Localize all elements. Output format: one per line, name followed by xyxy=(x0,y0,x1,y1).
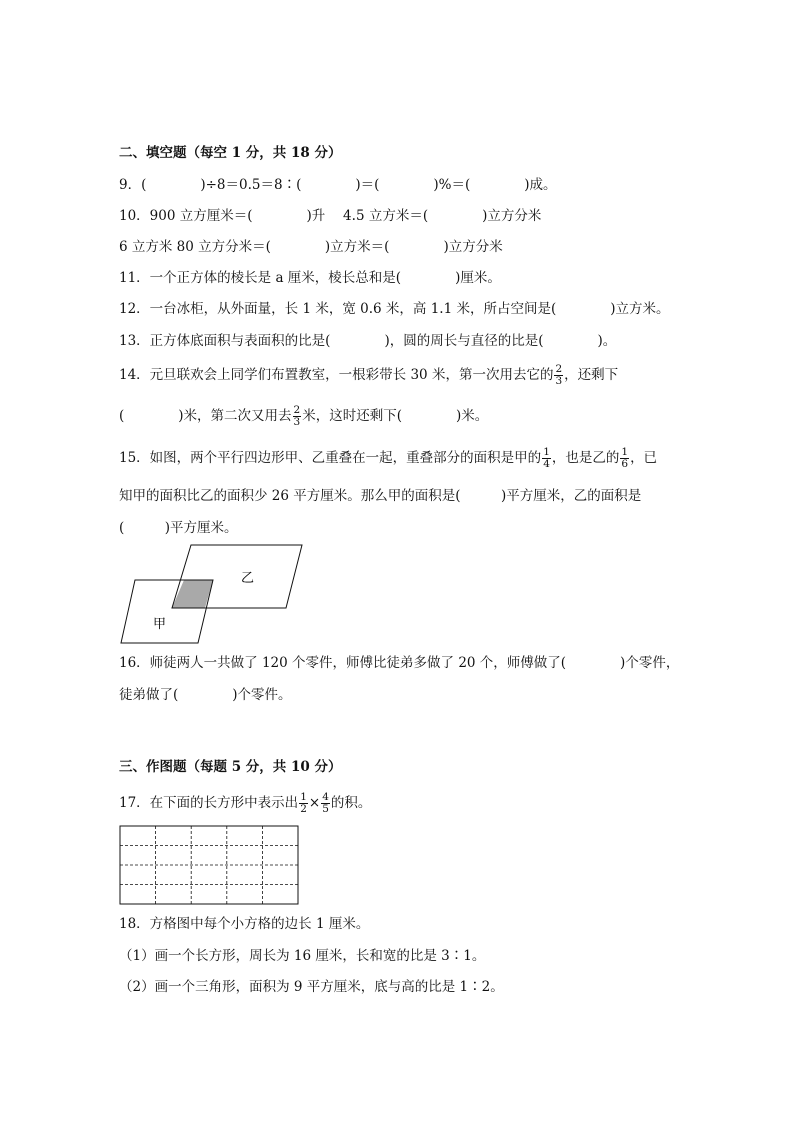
label-yi: 乙 xyxy=(241,571,255,586)
question-12: 12．一台冰柜，从外面量，长 1 米，宽 0.6 米，高 1.1 米，所占空间是( )立方米。 xyxy=(119,301,670,317)
fraction-numerator: 1 xyxy=(300,791,307,803)
question-16-line-1: 16．师徒两人一共做了 120 个零件，师傅比徒弟多做了 20 个，师傅做了( )个零件， xyxy=(119,655,680,671)
question-18-sub-1: （1）画一个长方形，周长为 16 厘米，长和宽的比是 3∶1。 xyxy=(119,948,486,964)
fraction-numerator: 1 xyxy=(543,446,550,458)
question-17-text-a: 17．在下面的长方形中表示出 xyxy=(119,795,299,812)
question-14-line-2 xyxy=(119,405,488,428)
fraction-numerator: 4 xyxy=(322,791,329,803)
section-heading-fill-blank: 二、填空题（每空 1 分，共 18 分） xyxy=(119,145,342,161)
fraction-one-half xyxy=(299,792,308,815)
times-sign: × xyxy=(308,795,321,812)
question-15-text-c: ，已 xyxy=(630,450,658,467)
fraction-two-thirds-2 xyxy=(293,405,302,428)
fraction-denominator: 3 xyxy=(555,375,563,388)
fraction-denominator: 5 xyxy=(322,803,329,816)
parallelogram-figure xyxy=(115,540,310,650)
question-18: 18．方格图中每个小方格的边长 1 厘米。 xyxy=(119,916,370,932)
question-11: 11．一个正方体的棱长是 a 厘米，棱长总和是( )厘米。 xyxy=(119,270,501,286)
fraction-one-quarter xyxy=(542,447,551,470)
fraction-denominator: 2 xyxy=(300,803,307,816)
question-15-line-1 xyxy=(119,447,657,470)
question-14-text-d: 米，这时还剩下( )米。 xyxy=(302,408,489,425)
fraction-denominator: 4 xyxy=(543,458,550,471)
question-17-text-b: 的积。 xyxy=(330,795,372,812)
fraction-numerator: 2 xyxy=(293,404,301,416)
question-15-text-b: ，也是乙的 xyxy=(551,450,620,467)
question-17 xyxy=(119,792,371,815)
question-14-text-a: 14．元旦联欢会上同学们布置教室，一根彩带长 30 米，第一次用去它的 xyxy=(119,367,554,384)
question-14-line-1 xyxy=(119,364,618,387)
fraction-numerator: 2 xyxy=(555,363,563,375)
q17-rectangle-grid[interactable] xyxy=(119,825,301,907)
question-14-text-b: ，还剩下 xyxy=(564,367,619,384)
question-10-line-1: 10．900 立方厘米＝( )升 4.5 立方米＝( )立方分米 xyxy=(119,208,542,224)
question-13: 13．正方体底面积与表面积的比是( )，圆的周长与直径的比是( )。 xyxy=(119,333,617,349)
fraction-one-sixth xyxy=(620,447,629,470)
question-15-text-a: 15．如图，两个平行四边形甲、乙重叠在一起，重叠部分的面积是甲的 xyxy=(119,450,542,467)
horizontal-dashed-lines xyxy=(120,846,298,885)
section-heading-drawing: 三、作图题（每题 5 分，共 10 分） xyxy=(119,759,342,775)
question-14-text-c: ( )米，第二次又用去 xyxy=(119,408,292,425)
question-15-line-3: ( )平方厘米。 xyxy=(119,520,238,536)
fraction-denominator: 6 xyxy=(621,458,629,471)
fraction-denominator: 3 xyxy=(293,416,301,429)
question-15-line-2: 知甲的面积比乙的面积少 26 平方厘米。那么甲的面积是( )平方厘米，乙的面积是 xyxy=(119,488,642,504)
fraction-numerator: 1 xyxy=(621,446,629,458)
question-9: 9．( )÷8＝0.5＝8∶( )＝( )%＝( )成。 xyxy=(119,177,557,193)
question-10-line-2: 6 立方米 80 立方分米＝( )立方米＝( )立方分米 xyxy=(119,239,503,255)
fraction-four-fifths xyxy=(321,792,330,815)
question-16-line-2: 徒弟做了( )个零件。 xyxy=(119,687,292,703)
label-jia: 甲 xyxy=(153,617,167,632)
question-18-sub-2: （2）画一个三角形，面积为 9 平方厘米，底与高的比是 1∶2。 xyxy=(119,979,504,995)
fraction-two-thirds xyxy=(554,364,563,387)
